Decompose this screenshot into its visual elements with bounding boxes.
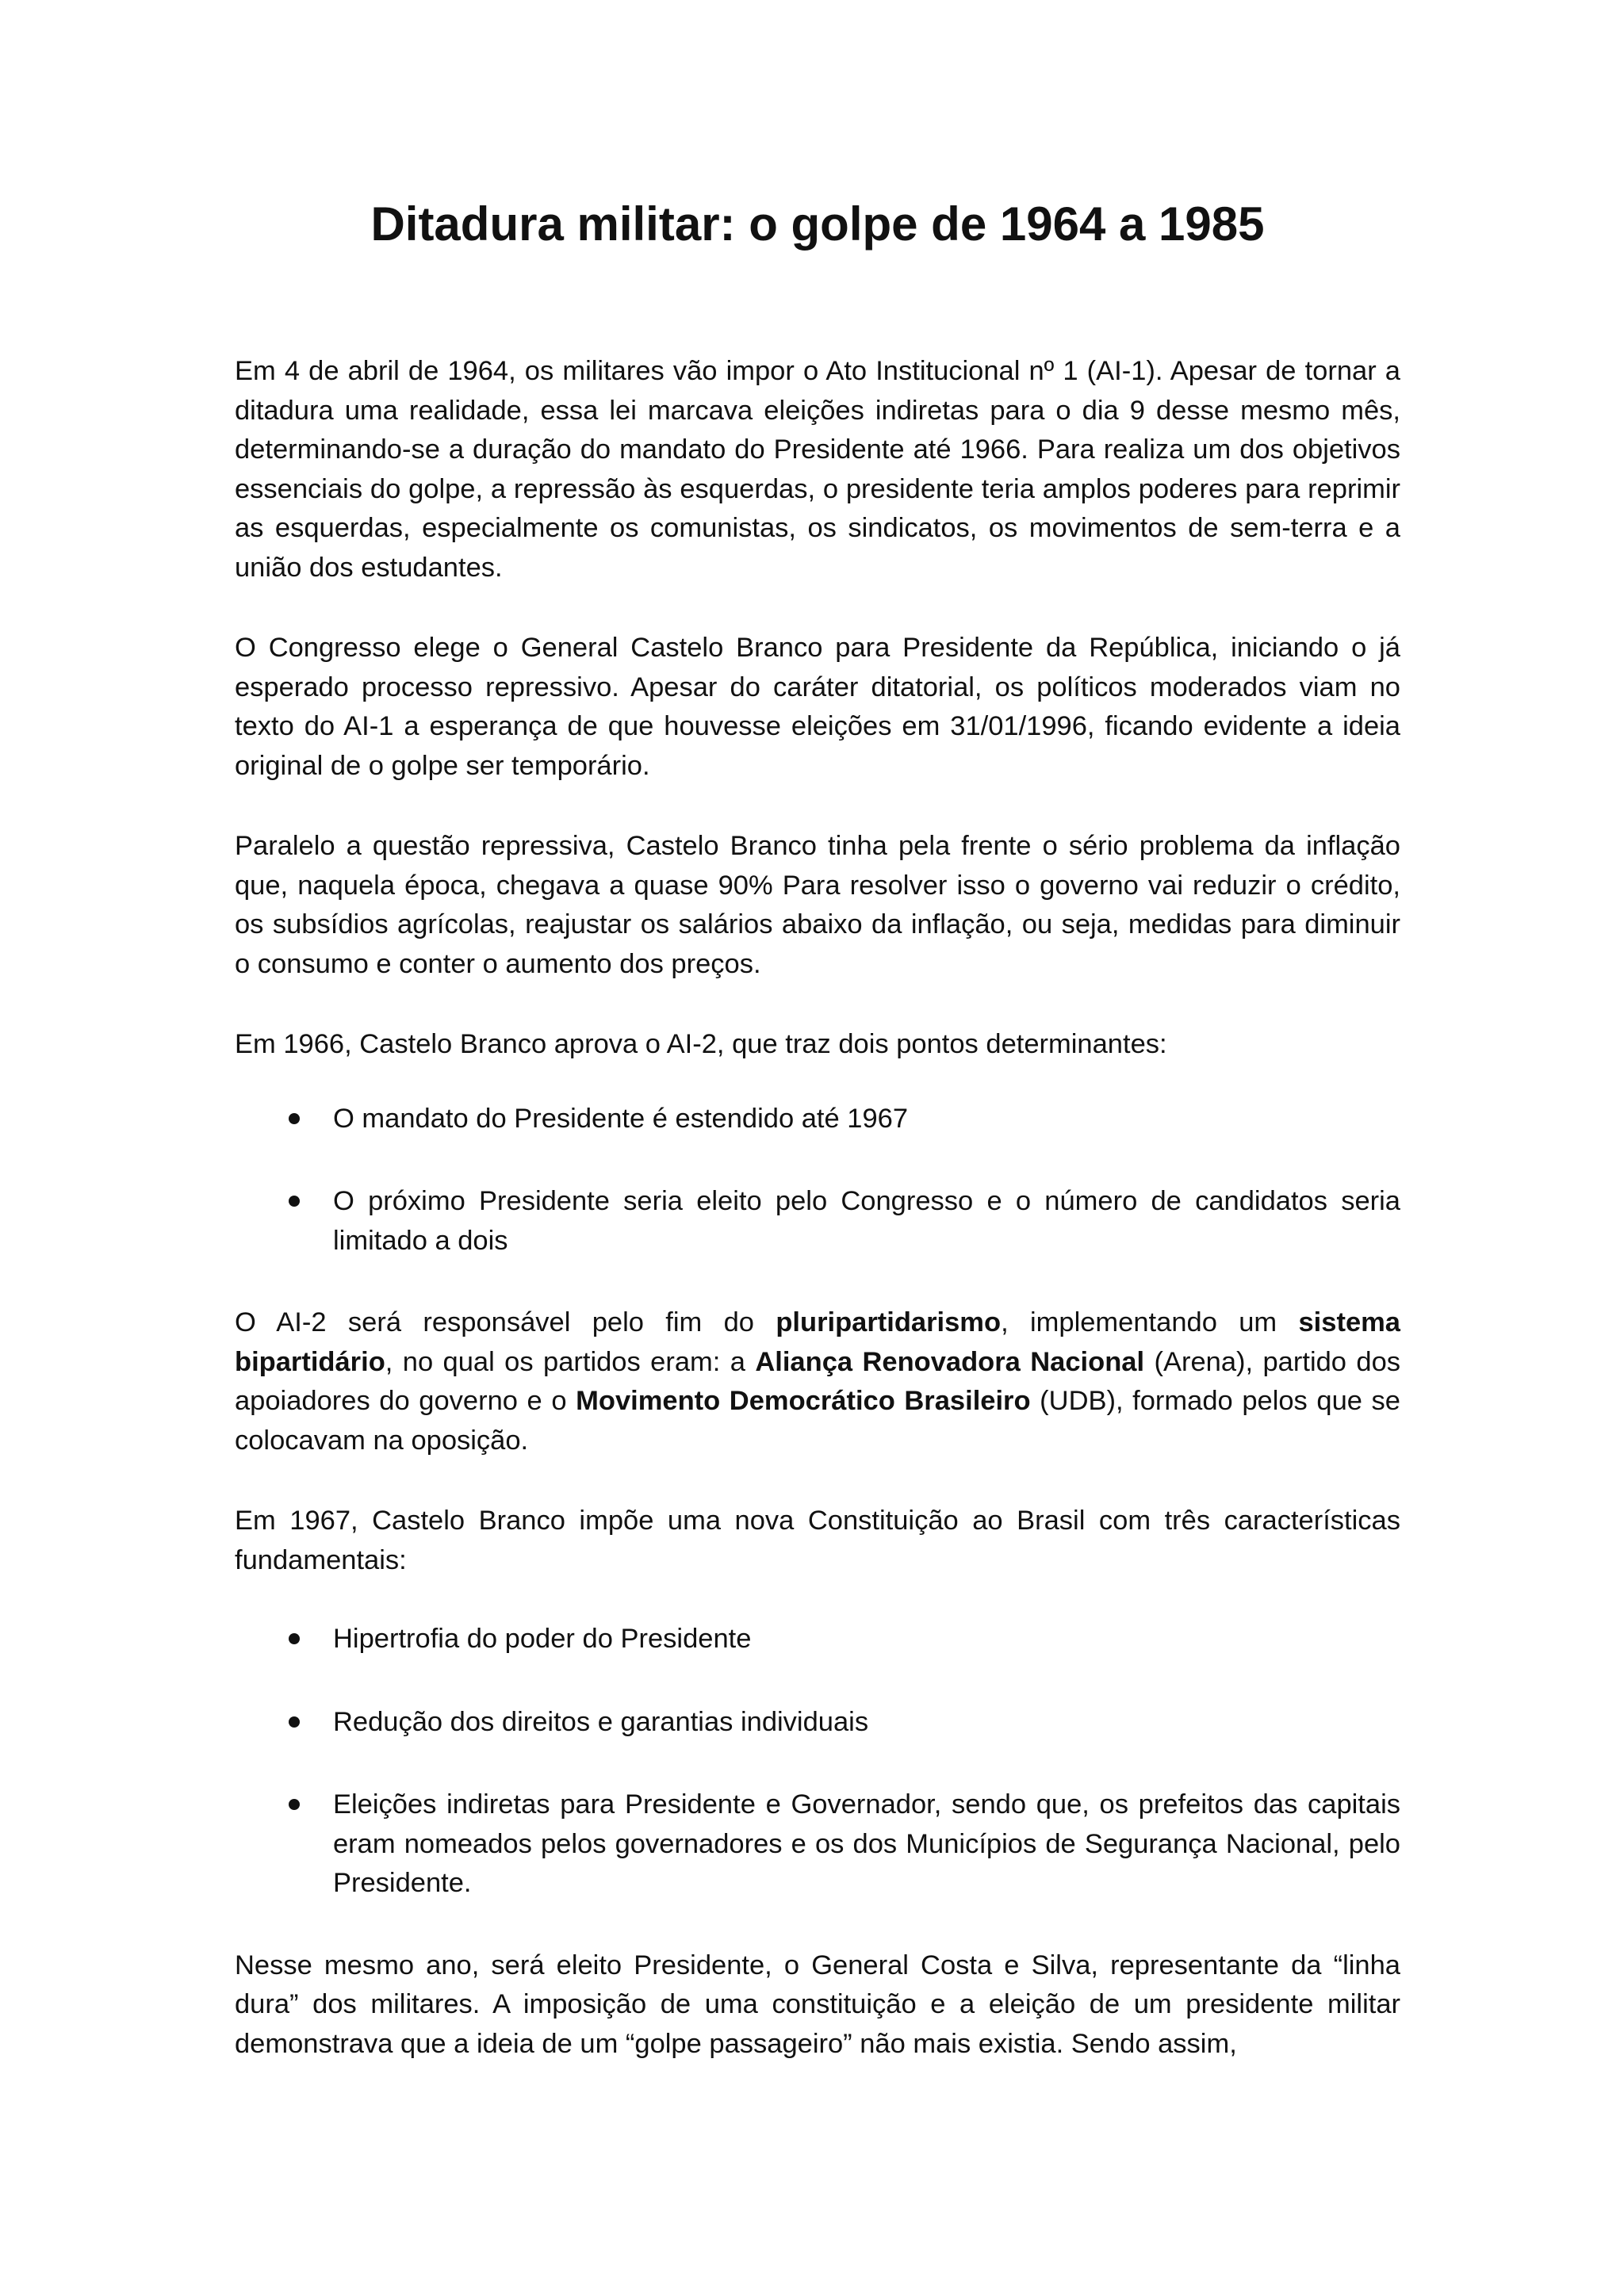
bold-term: Movimento Democrático Brasileiro <box>576 1386 1031 1416</box>
bullet-icon <box>289 1716 300 1728</box>
paragraph-constitution-1967: Em 1967, Castelo Branco impõe uma nova Constituição ao Brasil com três características fundamentais: <box>235 1506 1400 1575</box>
paragraph-inflation: Paralelo a questão repressiva, Castelo Branco tinha pela frente o sério problema da inflação que, naquela época, chegava a quase 90% Para resolver isso o governo vai reduzir o crédito, os subsídios agrícolas, reajustar os salários abaixo da inflação, ou seja, medidas para diminuir o consumo e conter o aumento dos preços. <box>235 831 1400 979</box>
paragraph-ai1: Em 4 de abril de 1964, os militares vão impor o Ato Institucional nº 1 (AI-1). Apesar de tornar a ditadura uma realidade, essa lei marcava eleições indiretas para o dia 9 desse mesmo mês, determinando-se a duração do mandato do Presidente até 1966. Para realiza um dos objetivos essenciais do golpe, a repressão às esquerdas, o presidente teria amplos poderes para reprimir as esquerdas, especialmente os comunistas, os sindicatos, os movimentos de sem-terra e a união dos estudantes. <box>235 356 1400 583</box>
text-segment: (Arena), partido dos apoiadores do governo e o <box>235 1346 1401 1416</box>
paragraph-ai2-intro: Em 1966, Castelo Branco aprova o AI-2, que traz dois pontos determinantes: <box>235 1029 1167 1059</box>
bullet-icon <box>289 1799 300 1810</box>
list-item <box>235 1703 1400 1743</box>
list-item-text: Hipertrofia do poder do Presidente <box>333 1624 752 1654</box>
bold-term: sistema bipartidário <box>235 1307 1400 1377</box>
bullet-icon <box>289 1633 300 1644</box>
paragraph-castelo-branco: O Congresso elege o General Castelo Branco para Presidente da República, iniciando o já esperado processo repressivo. Apesar do caráter ditatorial, os políticos moderados viam no texto do AI-1 a esperança de que houvesse eleições em 31/01/1996, ficando evidente a ideia original de o golpe ser temporário. <box>235 633 1400 781</box>
list-item-text: Redução dos direitos e garantias individuais <box>333 1706 869 1737</box>
list-item-text: O próximo Presidente seria eleito pelo Congresso e o número de candidatos seria limitado a dois <box>333 1186 1400 1256</box>
paragraph-bipartidarism <box>235 1303 1400 1460</box>
document-title: Ditadura militar: o golpe de 1964 a 1985 <box>370 197 1265 251</box>
bold-term: Aliança Renovadora Nacional <box>755 1346 1145 1377</box>
list-item <box>235 1100 1400 1139</box>
text-segment: , implementando um <box>1001 1307 1299 1337</box>
list-item-text: O mandato do Presidente é estendido até 1967 <box>333 1103 909 1134</box>
list-item <box>235 1785 1400 1904</box>
bullet-icon <box>289 1113 300 1124</box>
document-page <box>235 190 1400 2105</box>
paragraph-costa-e-silva: Nesse mesmo ano, será eleito Presidente, o General Costa e Silva, representante da “linha dura” dos militares. A imposição de uma constituição e a eleição de um presidente militar demonstrava que a ideia de um “golpe passageiro” não mais existia. Sendo assim, <box>235 1950 1400 2059</box>
text-segment: O AI-2 será responsável pelo fim do <box>235 1307 776 1337</box>
list-item <box>235 1620 1400 1659</box>
list-item-text: Eleições indiretas para Presidente e Governador, sendo que, os prefeitos das capitais eram nomeados pelos governadores e os dos Municípios de Segurança Nacional, pelo Presidente. <box>333 1789 1400 1898</box>
bullet-icon <box>289 1196 300 1207</box>
bold-term: pluripartidarismo <box>776 1307 1002 1337</box>
text-segment: , no qual os partidos eram: a <box>385 1346 756 1377</box>
constitution-features-list <box>235 1620 1400 1904</box>
text-segment: (UDB), formado pelos que se colocavam na oposição. <box>235 1386 1400 1456</box>
ai2-points-list <box>235 1100 1400 1261</box>
list-item <box>235 1182 1400 1261</box>
